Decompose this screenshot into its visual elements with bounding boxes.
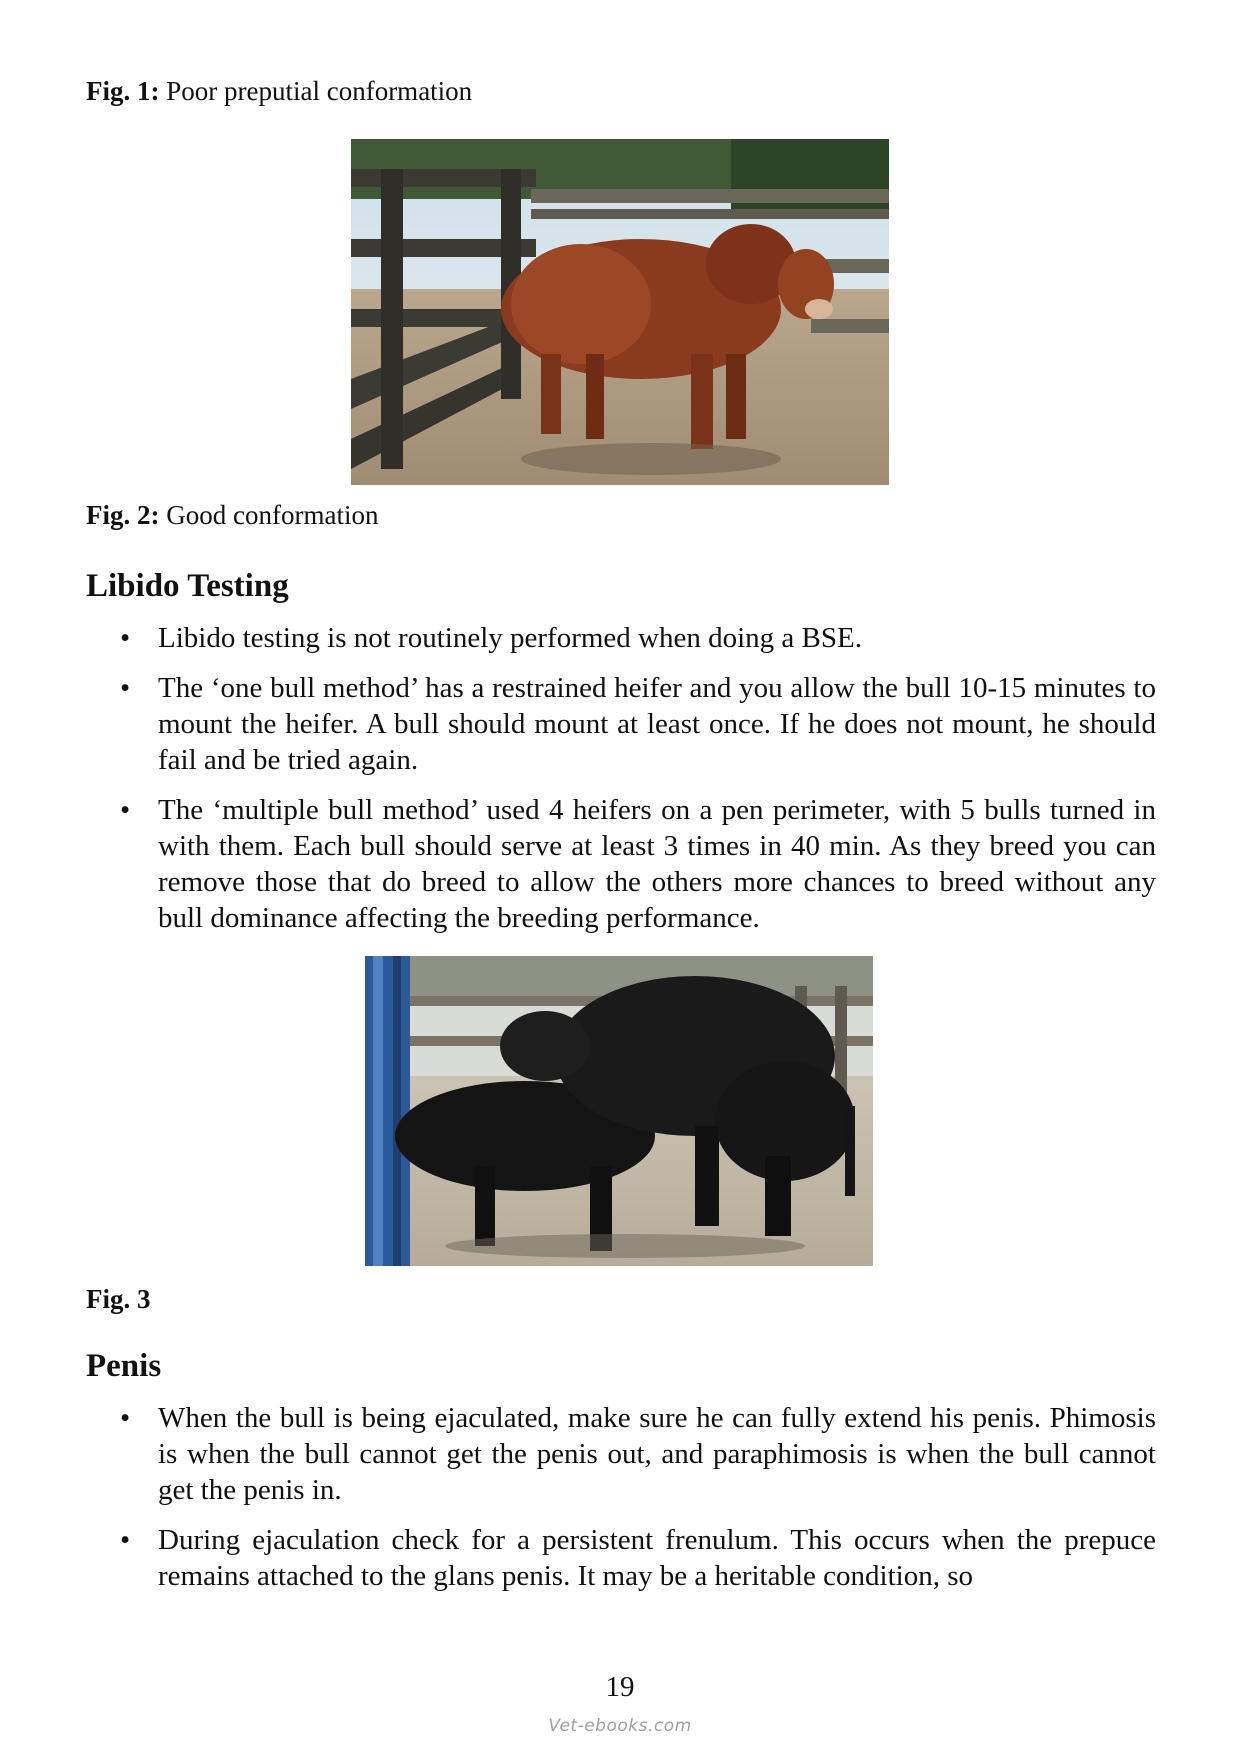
figure-1-label: Fig. 1: xyxy=(86,76,160,106)
watermark-logo: Vet-ebooks.com xyxy=(548,1716,692,1736)
bullet-icon: • xyxy=(120,1402,131,1434)
figure-2-label: Fig. 2: xyxy=(86,500,160,530)
libido-bullet-list xyxy=(86,620,1156,950)
bullet-text: The ‘multiple bull method’ used 4 heifers on a pen perimeter, with 5 bulls turned in with them. Each bull should serve at least 3 times in 40 min. As they breed you can remove those that do breed to allow the others more chances to breed without any bull dominance affecting the breeding performance. xyxy=(158,794,1156,934)
figure-2-caption xyxy=(86,498,378,532)
mounting-bulls-photo xyxy=(365,956,873,1266)
section-heading-penis: Penis xyxy=(86,1348,162,1384)
figure-2-caption-text: Good conformation xyxy=(166,500,379,530)
bullet-icon: • xyxy=(120,672,131,704)
red-bull-photo xyxy=(351,139,889,485)
bullet-text: Libido testing is not routinely performed when doing a BSE. xyxy=(158,622,862,654)
list-item xyxy=(86,620,1156,656)
list-item xyxy=(86,670,1156,778)
bullet-text: The ‘one bull method’ has a restrained heifer and you allow the bull 10-15 minutes to mount the heifer. A bull should mount at least once. If he does not mount, he should fail and be tried again. xyxy=(158,672,1156,776)
figure-3-label: Fig. 3 xyxy=(86,1284,151,1314)
bullet-icon: • xyxy=(120,1524,131,1556)
list-item xyxy=(86,1400,1156,1508)
list-item xyxy=(86,792,1156,936)
bullet-icon: • xyxy=(120,622,131,654)
bullet-icon: • xyxy=(120,794,131,826)
page-number: 19 xyxy=(605,1671,635,1703)
bullet-text: When the bull is being ejaculated, make sure he can fully extend his penis. Phimosis is when the bull cannot get the penis out, and paraphimosis is when the bull cannot get the penis in. xyxy=(158,1402,1156,1506)
figure-1-caption xyxy=(86,74,472,108)
section-heading-libido: Libido Testing xyxy=(86,568,289,604)
bullet-text: During ejaculation check for a persistent frenulum. This occurs when the prepuce remains attached to the glans penis. It may be a heritable condition, so xyxy=(158,1524,1156,1592)
penis-bullet-list xyxy=(86,1400,1156,1608)
list-item xyxy=(86,1522,1156,1594)
figure-1-caption-text: Poor preputial conformation xyxy=(166,76,473,106)
figure-3-caption xyxy=(86,1282,151,1316)
